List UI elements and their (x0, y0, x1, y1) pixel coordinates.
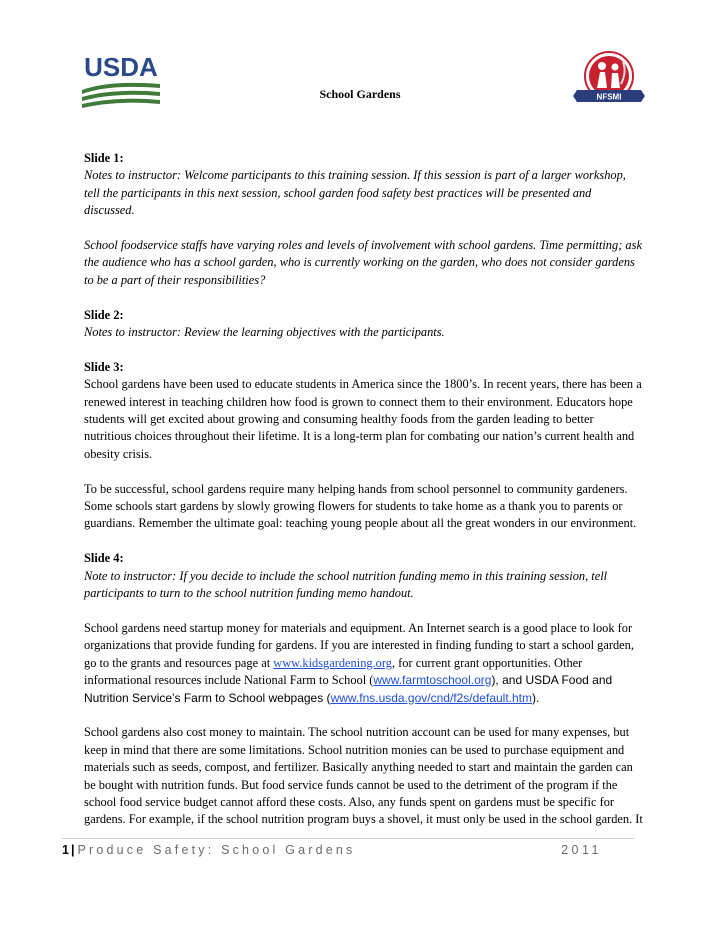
slide4-text-d: ). (532, 690, 540, 705)
footer-separator: | (70, 843, 75, 857)
kidsgardening-link[interactable]: www.kidsgardening.org (273, 655, 392, 670)
usda-logo-text: USDA (84, 52, 158, 82)
slide3-paragraph-1: School gardens have been used to educate students in America since the 1800’s. In recent years, there has been a renewed interest in teaching children how food is grown to connect them to their environment. Educators hope students will get excited about growing and consuming healthy foods from the garden leading to better nutritious choices throughout their lifetime. It is a long-term plan for combating our nation’s current health and obesity crisis. (84, 377, 642, 461)
slide4-heading: Slide 4: (84, 551, 124, 566)
footer-year: 2011 (561, 843, 602, 857)
document-title: School Gardens (319, 87, 401, 101)
farmtoschool-link[interactable]: www.farmtoschool.org (373, 673, 492, 688)
document-body (84, 150, 644, 829)
slide1-note-2: School foodservice staffs have varying roles and levels of involvement with school gardens. Time permitting; ask the audience who has a school garden, who is currently working on the garden, who does not consider gardens to be a part of their responsibilities? (84, 238, 642, 287)
footer-divider (62, 838, 634, 839)
slide2-note: Notes to instructor: Review the learning objectives with the participants. (84, 325, 445, 340)
slide3-paragraph-2: To be successful, school gardens require many helping hands from school personnel to community gardeners. Some schools start gardens by slowly growing flowers for students to take home as a thank you to parents or guardians. Remember the ultimate goal: teaching young people about all the great wonders in our environment. (84, 481, 637, 531)
footer-title: Produce Safety: School Gardens (77, 843, 356, 857)
slide1-heading: Slide 1: (84, 151, 124, 165)
page-number: 1 (62, 843, 69, 857)
slide1-note: Notes to instructor: Welcome participants to this training session. If this session is part of a larger workshop, tell the participants in this next session, school garden food safety best practices will be presented and discussed. (84, 168, 626, 218)
page-footer (62, 843, 602, 857)
nfsmi-logo-text: NFSMI (596, 92, 622, 102)
slide4-note: Note to instructor: If you decide to include the school nutrition funding memo in this training session, tell participants to turn to the school nutrition funding memo handout. (84, 568, 608, 601)
slide4-text-b: , for current grant opportunities. Other informational resources include National Farm to School ( (84, 655, 583, 688)
nfsmi-logo (573, 50, 645, 112)
slide4-text-c: ), and USDA Food and Nutrition Service’s Farm to School webpages ( (84, 673, 613, 705)
slide4-paragraph-1 (84, 620, 644, 707)
slide3-heading: Slide 3: (84, 359, 124, 374)
slide2-heading: Slide 2: (84, 307, 124, 322)
slide4-paragraph-2: School gardens also cost money to maintain. The school nutrition account can be used for many expenses, but keep in mind that there are some limitations. School nutrition monies can be used to purchase equipment and materials such as seeds, compost, and fertilizer. Basically anything needed to start and maintain the garden can be bought with nutrition funds. But food service funds cannot be used to the detriment of the program if the school food service budget cannot afford these costs. Also, any funds spent on gardens must be specific for gardens. For example, if the school nutrition program buys a shovel, it must only be used in the school garden. It (84, 725, 643, 827)
slide4-text-a: School gardens need startup money for materials and equipment. An Internet search is a good place to look for organizations that provide funding for gardens. If you are interested in finding funding to start a school garden, go to the grants and resources page at (84, 620, 634, 670)
fns-link[interactable]: www.fns.usda.gov/cnd/f2s/default.htm (330, 690, 533, 705)
